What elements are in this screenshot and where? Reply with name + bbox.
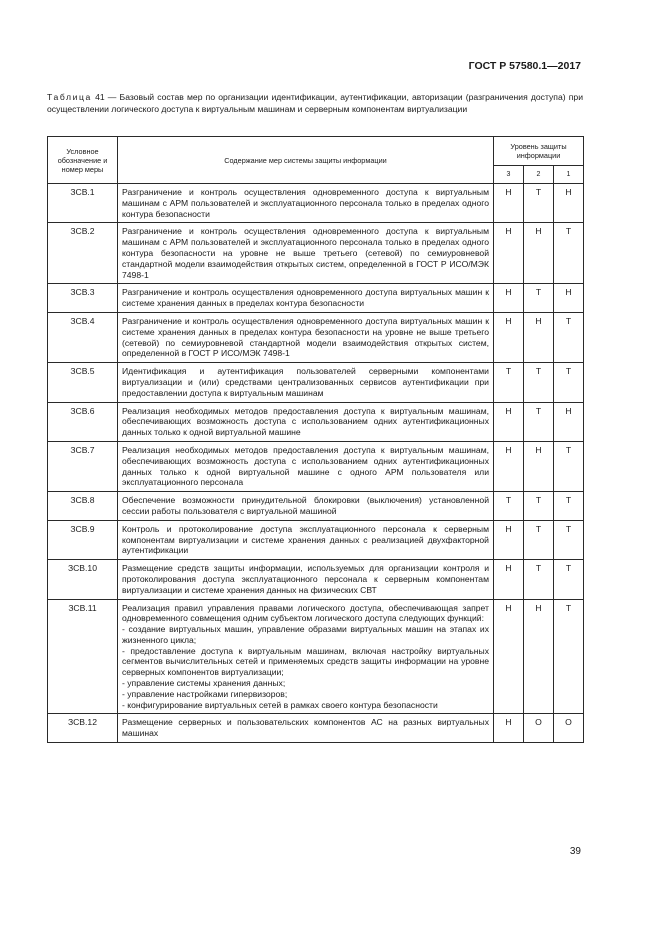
level-2-value: Т <box>524 363 554 402</box>
table-caption <box>47 91 583 116</box>
measure-code: ЗСВ.10 <box>48 560 118 599</box>
level-1-value: Н <box>554 284 584 313</box>
measure-text-line: Контроль и протоколирование доступа эксплуатационного персонала к серверным компонентам виртуализации и системе хранения данных с реализацией двухфакторной аутентификации <box>122 523 489 556</box>
level-2-value: Н <box>524 599 554 714</box>
measure-text-line: Разграничение и контроль осуществления одновременного доступа к виртуальным машинам с АРМ пользователей и эксплуатационного персонала только в пределах одного контура безопасности <box>122 187 489 219</box>
header-level-2: 2 <box>524 166 554 184</box>
measure-text-line: - создание виртуальных машин, управление образами виртуальных машин на этапах их жизненного цикла; <box>122 624 489 645</box>
measure-content <box>118 184 494 223</box>
table-caption-label: Таблица <box>47 92 92 102</box>
measure-text-line: Разграничение и контроль осуществления одновременного доступа виртуальных машин к системе хранения данных в пределах контура безопасности на уровне не выше третьего (сетевой) по семиуровневой стандартной модели взаимодействия открытых систем, определенной в ГОСТ Р ИСО/МЭК 7498-1 <box>122 315 489 359</box>
level-3-value: Т <box>494 363 524 402</box>
level-1-value: Т <box>554 520 584 559</box>
measure-code: ЗСВ.12 <box>48 714 118 743</box>
measure-text-line: Обеспечение возможности принудительной блокировки (выключения) установленной сессии работы пользователя с виртуальной машиной <box>122 495 489 516</box>
measure-text-line: Размещение серверных и пользовательских компонентов АС на разных виртуальных машинах <box>122 717 489 739</box>
table-row <box>48 441 584 491</box>
level-3-value: Н <box>494 599 524 714</box>
measure-code: ЗСВ.9 <box>48 520 118 559</box>
level-1-value: Т <box>554 223 584 284</box>
level-2-value: О <box>524 714 554 743</box>
measure-content <box>118 492 494 521</box>
level-3-value: Н <box>494 312 524 362</box>
header-code: Условное обозначение и номер меры <box>48 137 118 184</box>
measure-code: ЗСВ.4 <box>48 312 118 362</box>
level-2-value: Т <box>524 520 554 559</box>
header-level-group: Уровень защиты информации <box>494 137 584 166</box>
measure-code: ЗСВ.6 <box>48 402 118 441</box>
measures-table <box>47 136 584 743</box>
measure-text-line: Разграничение и контроль осуществления одновременного доступа к виртуальным машинам с АРМ пользователей и эксплуатационного персонала только в пределах одного контура безопасности на уровне не выше третьего (сетевой) по семиуровневой стандартной модели взаимодействия открытых систем, определенной в ГОСТ Р ИСО/МЭК 7498-1 <box>122 226 489 280</box>
table-row <box>48 599 584 714</box>
table-row <box>48 284 584 313</box>
measure-content <box>118 284 494 313</box>
level-2-value: Н <box>524 441 554 491</box>
table-row <box>48 714 584 743</box>
level-3-value: Н <box>494 184 524 223</box>
table-caption-text: 41 — Базовый состав мер по организации идентификации, аутентификации, авторизации (разграничения доступа) при осуществлении логического доступа к виртуальным машинам и серверным компонентам виртуализации <box>47 92 583 115</box>
measure-text-line: Реализация необходимых методов предоставления доступа к виртуальным машинам, обеспечивающих возможность доступа с использованием одних аутентификационных данных только к одной виртуальной машине <box>122 405 489 438</box>
level-1-value: Т <box>554 560 584 599</box>
level-2-value: Т <box>524 560 554 599</box>
level-2-value: Т <box>524 284 554 313</box>
measure-code: ЗСВ.1 <box>48 184 118 223</box>
measure-content <box>118 402 494 441</box>
level-3-value: Н <box>494 560 524 599</box>
measure-text-line: Идентификация и аутентификация пользователей серверными компонентами виртуализации и (или) средствами централизованных сервисов аутентификации при предоставлении доступа к виртуальным машинам <box>122 366 489 398</box>
measure-content <box>118 223 494 284</box>
level-1-value: Т <box>554 492 584 521</box>
level-1-value: Н <box>554 184 584 223</box>
measure-text-line: - управление настройками гипервизоров; <box>122 688 288 699</box>
document-standard-header: ГОСТ Р 57580.1—2017 <box>468 60 581 72</box>
level-2-value: Н <box>524 223 554 284</box>
measure-content <box>118 560 494 599</box>
measure-content <box>118 441 494 491</box>
level-3-value: Н <box>494 520 524 559</box>
table-row <box>48 363 584 402</box>
level-2-value: Т <box>524 492 554 521</box>
header-level-3: 3 <box>494 166 524 184</box>
measure-text-line: - предоставление доступа к виртуальным машинам, включая настройку виртуальных сегментов вычислительных сетей и применяемых средств защиты информации на уровне серверных компонентов виртуализации; <box>122 645 489 678</box>
level-3-value: Н <box>494 284 524 313</box>
level-1-value: Т <box>554 363 584 402</box>
level-2-value: Т <box>524 402 554 441</box>
measure-code: ЗСВ.7 <box>48 441 118 491</box>
measure-code: ЗСВ.11 <box>48 599 118 714</box>
table-row <box>48 312 584 362</box>
measure-content <box>118 714 494 743</box>
measure-text-line: Размещение средств защиты информации, используемых для организации контроля и протоколирования доступа эксплуатационного персонала к серверным компонентам виртуализации и системе хранения данных на физических СВТ <box>122 563 489 595</box>
measure-code: ЗСВ.2 <box>48 223 118 284</box>
level-2-value: Т <box>524 184 554 223</box>
level-3-value: Н <box>494 402 524 441</box>
table-body <box>48 184 584 743</box>
level-1-value: Т <box>554 599 584 714</box>
table-row <box>48 223 584 284</box>
table-row <box>48 402 584 441</box>
level-1-value: Н <box>554 402 584 441</box>
measure-text-line: - конфигурирование виртуальных сетей в рамках своего контура безопасности <box>122 699 438 710</box>
measure-content <box>118 363 494 402</box>
measure-text-line: - управление системы хранения данных; <box>122 678 286 689</box>
measure-content <box>118 520 494 559</box>
level-3-value: Т <box>494 492 524 521</box>
level-2-value: Н <box>524 312 554 362</box>
measure-code: ЗСВ.8 <box>48 492 118 521</box>
table-row <box>48 560 584 599</box>
header-content: Содержание мер системы защиты информации <box>118 137 494 184</box>
level-1-value: О <box>554 714 584 743</box>
level-1-value: Т <box>554 441 584 491</box>
page-number: 39 <box>569 846 581 857</box>
measure-text-line: Разграничение и контроль осуществления одновременного доступа виртуальных машин к системе хранения данных в пределах контура безопасности <box>122 287 489 309</box>
table-row <box>48 520 584 559</box>
level-3-value: Н <box>494 223 524 284</box>
measure-content <box>118 312 494 362</box>
table-row <box>48 492 584 521</box>
measure-text-line: Реализация необходимых методов предоставления доступа к виртуальным машинам, обеспечивающих возможность доступа с использованием одних аутентификационных данных только к одной виртуальной машине с одного АРМ пользователя или эксплуатационного персонала <box>122 444 489 488</box>
measure-code: ЗСВ.5 <box>48 363 118 402</box>
measure-text-line: Реализация правил управления правами логического доступа, обеспечивающая запрет одновременного совмещения одним субъектом логического доступа следующих функций: <box>122 602 489 624</box>
measure-code: ЗСВ.3 <box>48 284 118 313</box>
table-row <box>48 184 584 223</box>
level-3-value: Н <box>494 714 524 743</box>
level-1-value: Т <box>554 312 584 362</box>
header-level-1: 1 <box>554 166 584 184</box>
level-3-value: Н <box>494 441 524 491</box>
measure-content <box>118 599 494 714</box>
